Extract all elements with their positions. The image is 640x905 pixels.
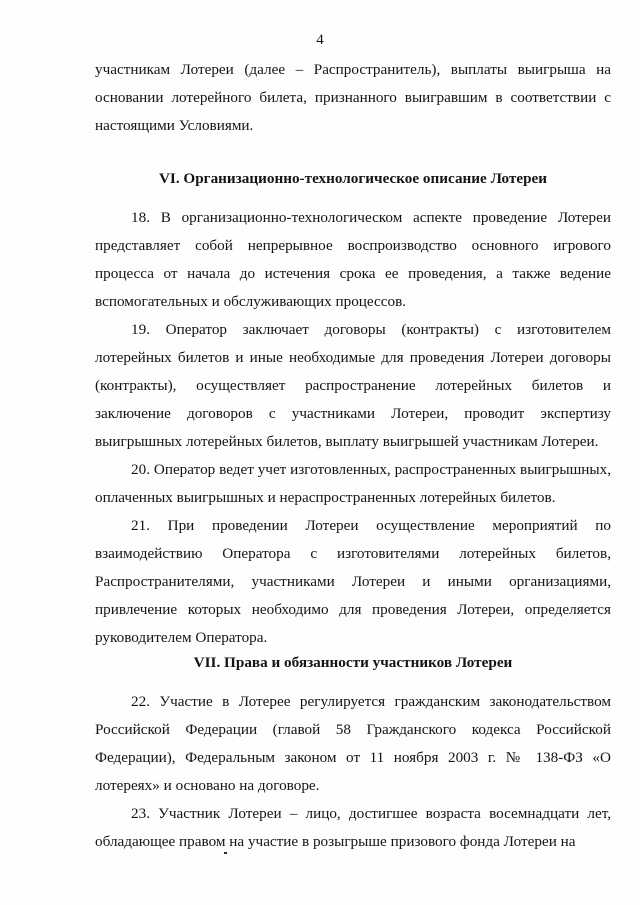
section-6-body [95, 204, 611, 652]
section-7-body [95, 688, 611, 856]
intro-block [95, 56, 611, 140]
paragraph-22: 22. Участие в Лотерее регулируется гражданским законодательством Российской Федерации (главой 58 Гражданского кодекса Российской Федерации), Федеральным законом от 11 ноября 2003 г. № 138-ФЗ «О лотереях» и основано на договоре. [95, 693, 611, 794]
section-7-heading: VII. Права и обязанности участников Лотереи [193, 654, 513, 671]
intro-paragraph: участникам Лотереи (далее – Распространитель), выплаты выигрыша на основании лотерейного билета, признанного выигравшим в соответствии с настоящими Условиями. [95, 61, 611, 134]
paragraph-21: 21. При проведении Лотереи осуществление мероприятий по взаимодействию Оператора с изготовителями лотерейных билетов, Распространителями, участниками Лотереи и иными организациями, привлечение которых необходимо для проведения Лотереи, определяется руководителем Оператора. [95, 517, 611, 646]
paragraph-23: 23. Участник Лотереи – лицо, достигшее возраста восемнадцати лет, обладающее правом на участие в розыгрыше призового фонда Лотереи на [95, 805, 611, 850]
paragraph-19: 19. Оператор заключает договоры (контракты) с изготовителем лотерейных билетов и иные необходимые для проведения Лотереи договоры (контракты), осуществляет распространение лотерейных билетов и заключение договоров с участниками Лотереи, проводит экспертизу выигрышных лотерейных билетов, выплату выигрышей участникам Лотереи. [95, 321, 611, 450]
paragraph-18: 18. В организационно-технологическом аспекте проведение Лотереи представляет собой непрерывное воспроизводство основного игрового процесса от начала до истечения срока ее проведения, а также ведение вспомогательных и обслуживающих процессов. [95, 209, 611, 310]
page-number: 4 [316, 32, 324, 48]
scan-speck [224, 852, 227, 854]
section-6-heading: VI. Организационно-технологическое описание Лотереи [158, 170, 548, 187]
paragraph-20: 20. Оператор ведет учет изготовленных, распространенных выигрышных, оплаченных выигрышных и нераспространенных лотерейных билетов. [95, 461, 611, 506]
